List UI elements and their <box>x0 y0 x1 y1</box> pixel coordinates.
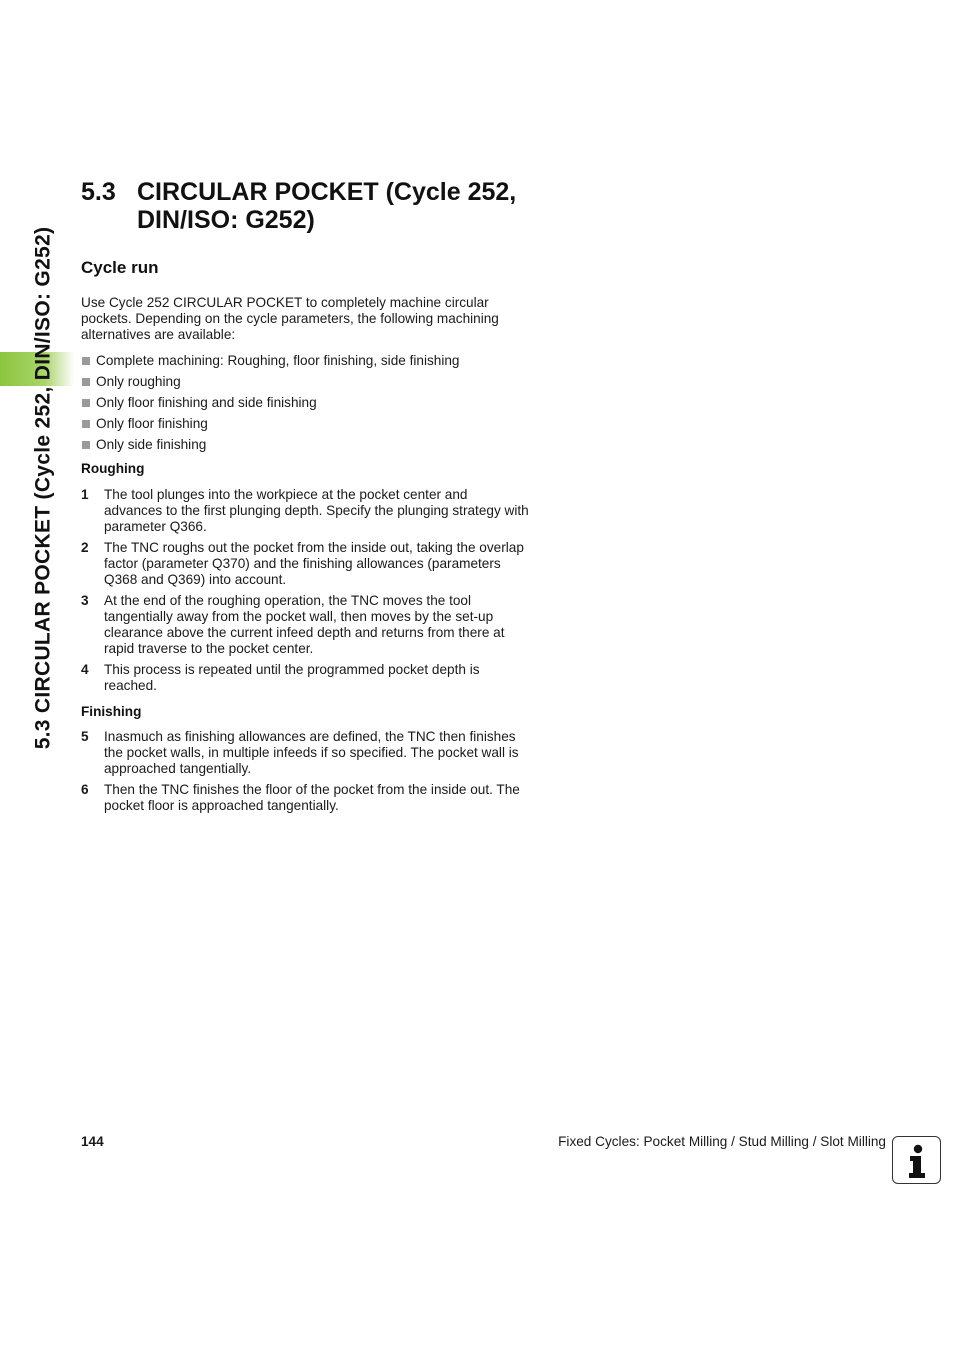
info-glyph-icon <box>893 1137 940 1183</box>
list-item-text: Only side finishing <box>96 437 207 452</box>
step-text: Inasmuch as finishing allowances are defined, the TNC then finishes the pocket walls, in multiple infeeds if so specified. The pocket wall is approached tangentially. <box>104 729 519 776</box>
square-bullet-icon <box>82 420 90 428</box>
square-bullet-icon <box>82 441 90 449</box>
step-item <box>81 662 529 694</box>
step-item <box>81 540 529 588</box>
step-number: 2 <box>81 540 89 555</box>
list-item-text: Only floor finishing and side finishing <box>96 395 317 410</box>
page-number: 144 <box>81 1134 104 1149</box>
info-icon <box>892 1136 941 1184</box>
cycle-run-heading: Cycle run <box>81 258 159 277</box>
square-bullet-icon <box>82 357 90 365</box>
list-item <box>81 437 529 458</box>
list-item <box>81 416 529 437</box>
vertical-chapter-title <box>26 180 60 795</box>
step-text: The tool plunges into the workpiece at the pocket center and advances to the first plunging depth. Specify the plunging strategy with parameter Q366. <box>104 487 529 534</box>
step-number: 1 <box>81 487 89 502</box>
step-text: Then the TNC finishes the floor of the pocket from the inside out. The pocket floor is approached tangentially. <box>104 782 520 813</box>
section-number: 5.3 <box>81 178 116 206</box>
square-bullet-icon <box>82 399 90 407</box>
cycle-run-intro: Use Cycle 252 CIRCULAR POCKET to completely machine circular pockets. Depending on the cycle parameters, the following machining alternatives are available: <box>81 295 499 342</box>
step-item <box>81 729 529 777</box>
section-title: CIRCULAR POCKET (Cycle 252, DIN/ISO: G252) <box>137 178 517 234</box>
section-heading <box>81 178 541 234</box>
list-item <box>81 374 529 395</box>
machining-alternatives-list <box>81 353 529 458</box>
roughing-heading: Roughing <box>81 461 145 476</box>
finishing-heading: Finishing <box>81 704 142 719</box>
square-bullet-icon <box>82 378 90 386</box>
list-item <box>81 353 529 374</box>
step-text: At the end of the roughing operation, the TNC moves the tool tangentially away from the pocket wall, then moves by the set-up clearance above the current infeed depth and returns from there at rapid traverse to the pocket center. <box>104 593 505 656</box>
list-item-text: Only floor finishing <box>96 416 208 431</box>
step-item <box>81 487 529 535</box>
step-number: 4 <box>81 662 89 677</box>
vertical-chapter-title-text: 5.3 CIRCULAR POCKET (Cycle 252, DIN/ISO: G252) <box>31 226 55 749</box>
roughing-steps <box>81 487 529 699</box>
step-item <box>81 593 529 657</box>
step-number: 3 <box>81 593 89 608</box>
step-number: 6 <box>81 782 89 797</box>
step-item <box>81 782 529 814</box>
list-item-text: Complete machining: Roughing, floor finishing, side finishing <box>96 353 460 368</box>
finishing-steps <box>81 729 529 819</box>
list-item-text: Only roughing <box>96 374 181 389</box>
step-text: This process is repeated until the programmed pocket depth is reached. <box>104 662 480 693</box>
footer-chapter-title: Fixed Cycles: Pocket Milling / Stud Milling / Slot Milling <box>558 1134 886 1149</box>
step-text: The TNC roughs out the pocket from the inside out, taking the overlap factor (parameter Q370) and the finishing allowances (parameters Q368 and Q369) into account. <box>104 540 524 587</box>
step-number: 5 <box>81 729 89 744</box>
list-item <box>81 395 529 416</box>
